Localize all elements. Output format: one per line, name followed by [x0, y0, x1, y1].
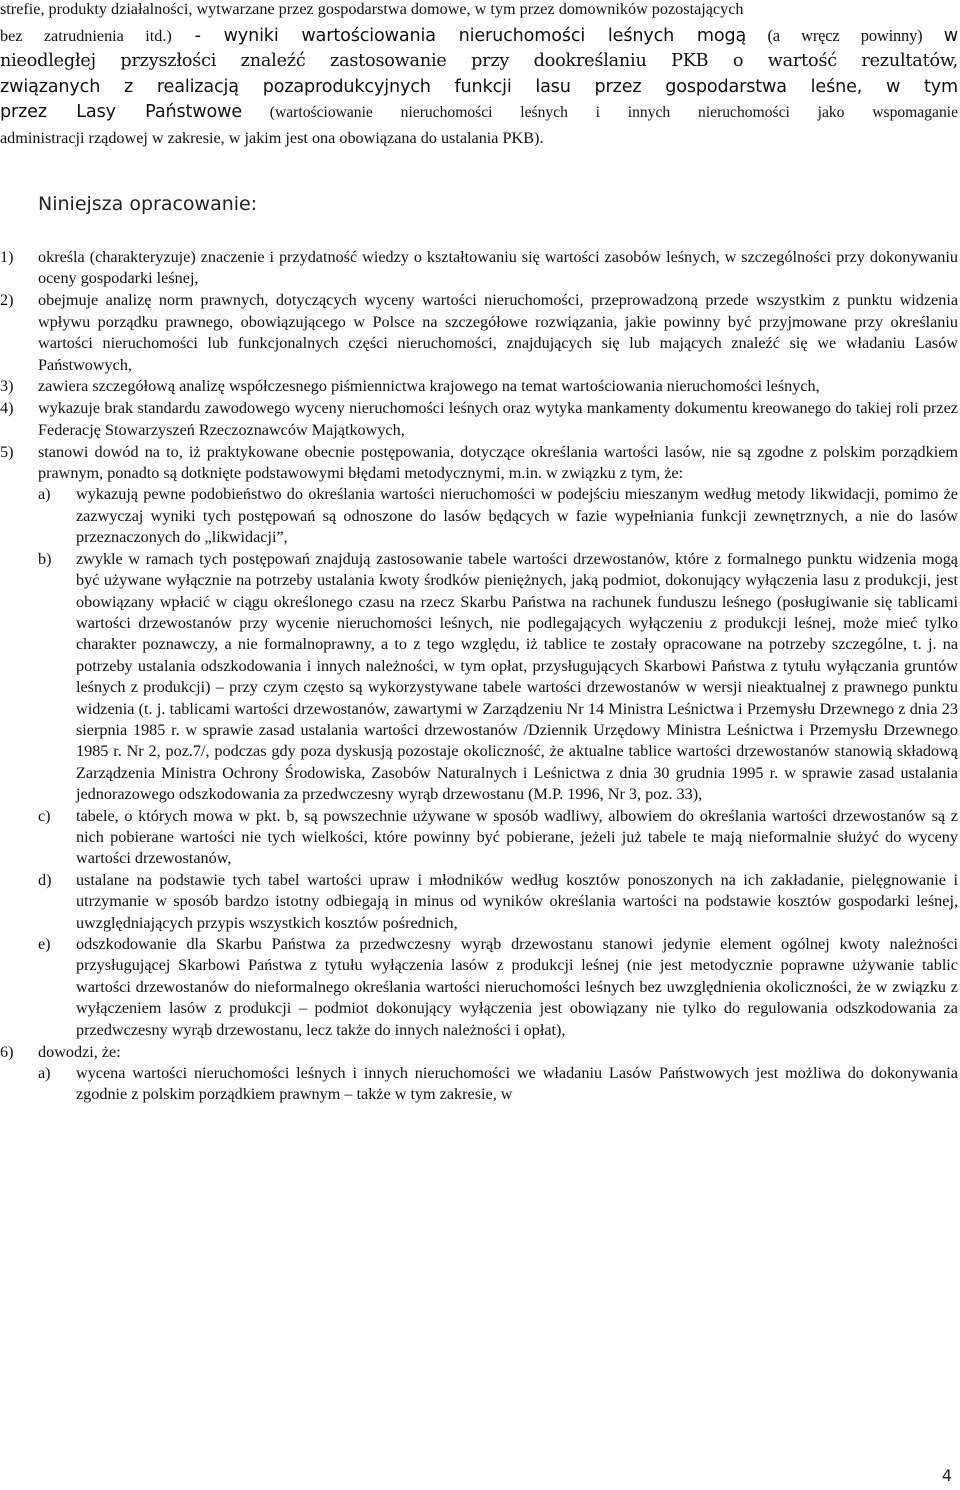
sub-list-item-text: odszkodowanie dla Skarbu Państwa za przedwczesny wyrąb drzewostanu stanowi jedynie element ogólnej kwoty należności przysługującej Skarbowi Państwa z tytułu wyłączenia lasów z produkcji leśnej (nie jest metodycznie poprawne używanie tablic wartości drzewostanów do nieformalnego określania wartości nieruchomości leśnych bez uwzględnienia okoliczności, że w związku z wyłączeniem lasów z produkcji – podmiot dokonujący wyłączenia jest obowiązany nie tylko do regulowania odszkodowania za przedwczesny wyrąb drzewostanu, lecz także do innych należności i opłat),	[76, 935, 958, 1039]
sub-list-item	[0, 549, 958, 806]
list-item-text: zawiera szczegółową analizę współczesnego piśmiennictwa krajowego na temat wartościowania nieruchomości leśnych,	[38, 377, 820, 396]
list-item	[0, 1042, 958, 1106]
intro-segment: o wartość rezultatów,	[708, 51, 958, 71]
list-item-text: wykazuje brak standardu zawodowego wyceny nieruchomości leśnych oraz wytyka mankamenty dokumentu kreowanego do takiej roli przez Federację Stowarzyszeń Rzeczoznawców Majątkowych,	[38, 399, 958, 439]
intro-segment: w	[943, 25, 958, 46]
list-item-text: stanowi dowód na to, iż praktykowane obecnie postępowania, dotyczące określania wartości lasów, nie są zgodne z polskim porządkiem prawnym, ponadto są dotknięte podstawowymi błędami metodycznymi, m.in. w związku z tym, że:	[38, 442, 958, 483]
numbered-list	[0, 247, 958, 1106]
list-item-number: 2)	[0, 291, 14, 310]
sub-list-item-text: ustalane na podstawie tych tabel wartości upraw i młodników według kosztów ponoszonych na ich zakładanie, pielęgnowanie i utrzymanie w sposób bardzo istotny odbiegają in minus od wyników określania wartości na podstawie kosztów gospodarki leśnej, uwzględniających przypis wszystkich kosztów pośrednich,	[76, 870, 958, 932]
intro-line	[0, 49, 958, 75]
sub-list-item-text: wykazują pewne podobieństwo do określania wartości nieruchomości w podejściu mieszanym według metody likwidacji, pomimo że zazwyczaj wyniki tych postępowań są odnoszone do lasów będących w fazie wypełniania funkcji zewnętrznych, a nie do lasów przeznaczonych do „likwidacji”,	[76, 485, 958, 547]
sub-list-item	[0, 870, 958, 934]
sub-list-item-text: tabele, o których mowa w pkt. b, są powszechnie używane w sposób wadliwy, albowiem do określania wartości drzewostanów są z nich pobierane wartości nie tych wielkości, które powinny być pobierane, jeżeli już tabele te mają nieformalnie służyć do wyceny wartości drzewostanów,	[76, 806, 958, 868]
sub-list	[38, 1063, 958, 1106]
page-number: 4	[941, 1466, 952, 1485]
intro-segment: (a wręcz powinny)	[746, 25, 944, 45]
list-item-text: dowodzi, że:	[38, 1042, 121, 1061]
list-item	[0, 376, 958, 397]
sub-list	[38, 484, 958, 1041]
intro-segment: nieodległej przyszłości znaleźć zastosowanie przy dookreślaniu PKB	[0, 51, 709, 71]
sub-list-item-letter: e)	[38, 935, 51, 953]
list-item-text: określa (charakteryzuje) znaczenie i przydatność wiedzy o kształtowaniu się wartości zasobów leśnych, w szczególności przy dokonywaniu oceny gospodarki leśnej,	[38, 248, 958, 288]
intro-segment: bez zatrudnienia itd.)	[0, 26, 172, 45]
list-item	[0, 442, 958, 1041]
sub-list-item	[0, 934, 958, 1041]
sub-list-item-letter: a)	[38, 485, 51, 504]
sub-list-item-letter: d)	[38, 870, 52, 889]
sub-list-item	[0, 806, 958, 870]
intro-line	[0, 100, 958, 126]
intro-segment: przez Lasy Państwowe	[0, 102, 243, 122]
list-item-number: 4)	[0, 399, 14, 418]
intro-line: administracji rządowej w zakresie, w jakim jest ona obowiązana do ustalania PKB).	[0, 128, 544, 147]
list-item	[0, 290, 958, 376]
list-item-number: 5)	[0, 442, 14, 461]
intro-line	[0, 23, 958, 50]
list-item	[0, 398, 958, 441]
sub-list-item-letter: a)	[38, 1063, 51, 1082]
intro-segment: - wyniki wartościowania nieruchomości leśnych mogą	[171, 25, 747, 46]
list-item-number: 6)	[0, 1042, 14, 1061]
intro-segment: (wartościowanie nieruchomości leśnych i innych nieruchomości jako wspomaganie	[242, 104, 958, 121]
section-heading: Niniejsza opracowanie:	[38, 193, 258, 215]
sub-list-item	[0, 484, 958, 548]
sub-list-item	[0, 1063, 958, 1106]
list-item-number: 1)	[0, 248, 14, 266]
list-item	[0, 247, 958, 290]
intro-paragraph	[0, 0, 960, 151]
intro-line: strefie, produkty działalności, wytwarzane przez gospodarstwa domowe, w tym przez domowników pozostających	[0, 0, 744, 18]
sub-list-item-text: zwykle w ramach tych postępowań znajdują zastosowanie tabele wartości drzewostanów, które z formalnego punktu widzenia mogą być używane wyłącznie na potrzeby ustalania kwoty środków pieniężnych, jaką podmiot, dokonujący wyłączenia lasu z produkcji, jest obowiązany wpłacić w ciągu określonego czasu na rzecz Skarbu Państwa na rachunek funduszu leśnego (posługiwanie się tablicami wartości drzewostanów przy wycenie nieruchomości leśnych, nie podlegających wyłączeniu z produkcji leśnej, może mieć tylko charakter poznawczy, a nie formalnoprawny, a to z tego względu, iż tablice te zostały opracowane na potrzeby szczególne, t. j. na potrzeby ustalania odszkodowania i innych należności, w tym opłat, przysługujących Skarbowi Państwa z tytułu wyłączania gruntów leśnych z produkcji) – przy czym często są wykorzystywane tabele wartości drzewostanów w wersji nieaktualnej z prawnego punktu widzenia (t. j. tablicami wartości drzewostanów, zawartymi w Zarządzeniu Nr 14 Ministra Leśnictwa i Przemysłu Drzewnego z dnia 23 sierpnia 1985 r. w sprawie zasad ustalania wartości drzewostanów /Dziennik Urzędowy Ministra Leśnictwa i Przemysłu Drzewnego 1985 r. Nr 2, poz.7/, podczas gdy poza dyskusją pozostaje okoliczność, że aktualne tablice wartości drzewostanów stanowią składową Zarządzenia Ministra Ochrony Środowiska, Zasobów Naturalnych i Leśnictwa z dnia 30 grudnia 1995 r. w sprawie zasad ustalania jednorazowego odszkodowania za przedwczesny wyrąb drzewostanu (M.P. 1996, Nr 3, poz. 33),	[76, 549, 958, 804]
intro-line: związanych z realizacją pozaprodukcyjnych funkcji lasu przez gospodarstwa leśne, w tym	[0, 76, 958, 97]
list-item-number: 3)	[0, 377, 14, 396]
list-item-text: obejmuje analizę norm prawnych, dotyczących wyceny wartości nieruchomości, przeprowadzoną przede wszystkim z punktu widzenia wpływu porządku prawnego, obowiązującego w Polsce na szczegółowe rozwiązania, jakie powinny być przyjmowane przy określaniu wartości nieruchomości lub funkcjonalnych części nieruchomości, znajdujących się lub mających znaleźć się we władaniu Lasów Państwowych,	[38, 291, 958, 374]
sub-list-item-letter: b)	[38, 549, 52, 568]
sub-list-item-text: wycena wartości nieruchomości leśnych i innych nieruchomości we władaniu Lasów Państwowych jest możliwa do dokonywania zgodnie z polskim porządkiem prawnym – także w tym zakresie, w	[76, 1063, 958, 1104]
main-list	[0, 247, 958, 1106]
sub-list-item-letter: c)	[38, 806, 51, 825]
